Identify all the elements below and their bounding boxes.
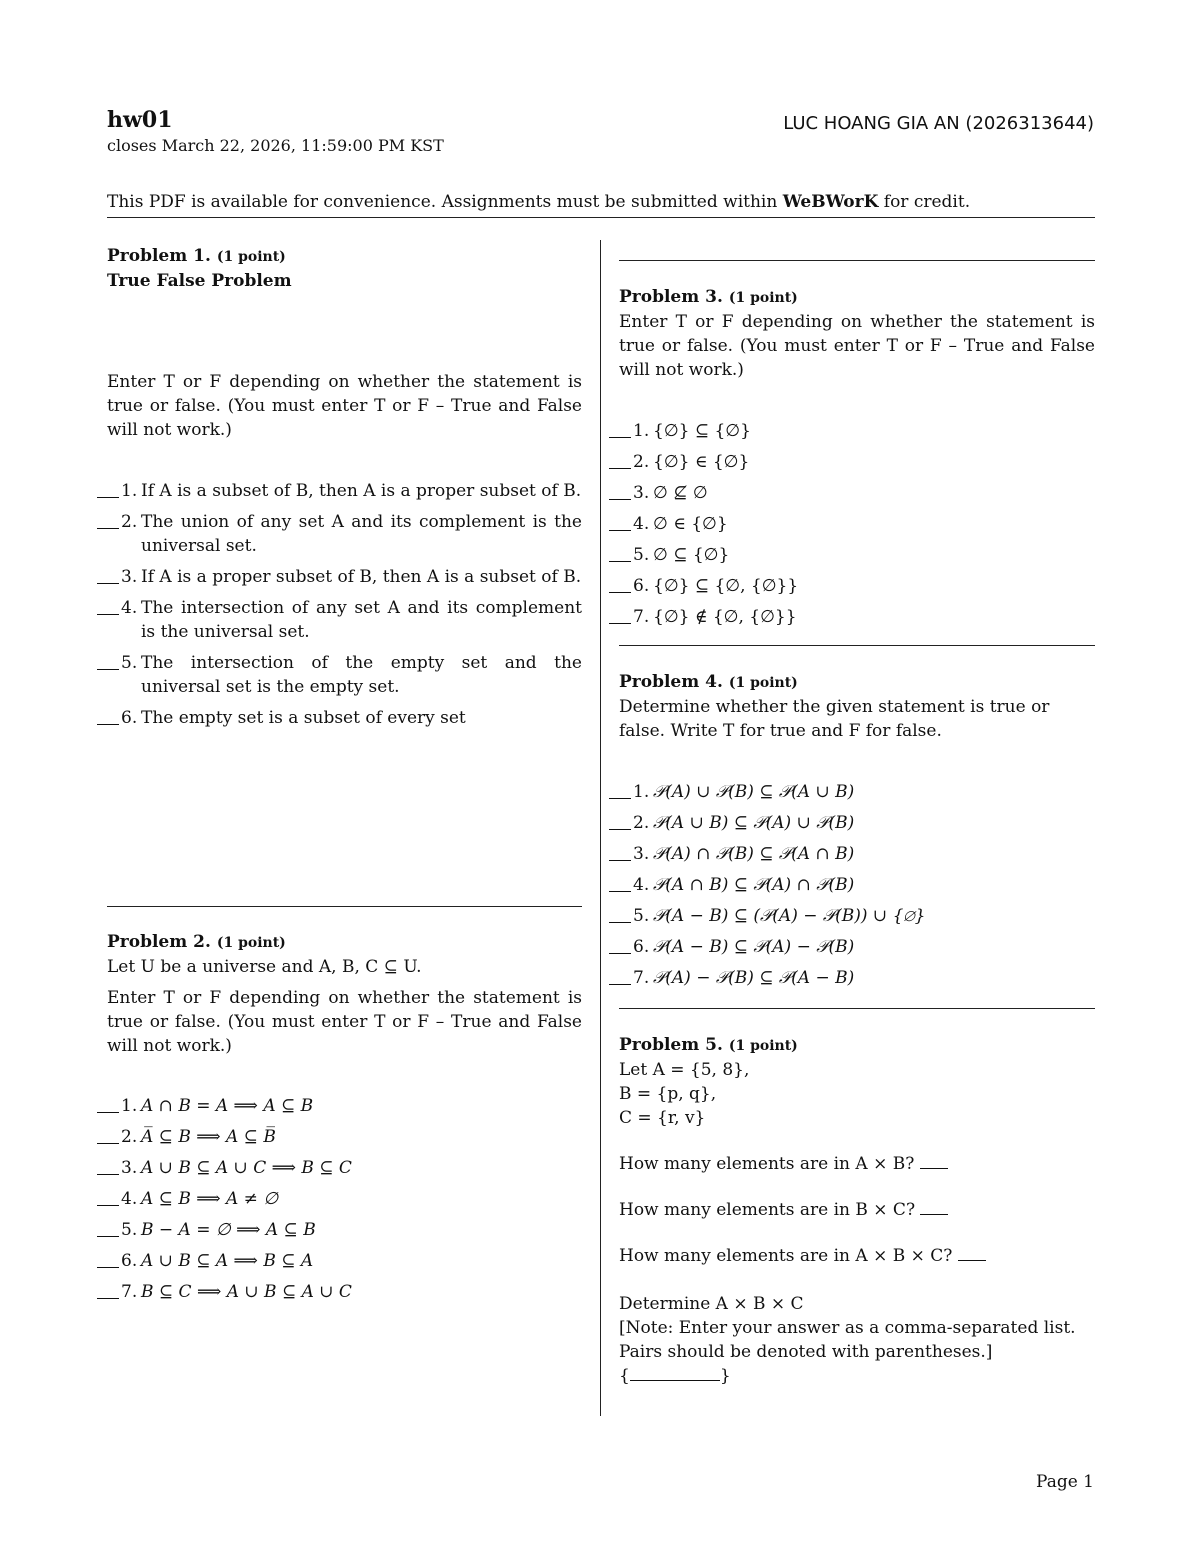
- problem-divider: [107, 906, 582, 907]
- item-text: The intersection of the empty set and the universal set is the empty set.: [141, 653, 582, 697]
- answer-blank-2[interactable]: [97, 1125, 119, 1144]
- item-text: 𝒫(A − B) ⊆ (𝒫(A) − 𝒫(B)) ∪ {∅}: [653, 906, 926, 926]
- question-3: [619, 1244, 1095, 1268]
- item-number: 2.: [633, 813, 650, 833]
- answer-blank-ab[interactable]: [920, 1152, 948, 1169]
- question-2-text: How many elements are in B × C?: [619, 1200, 916, 1220]
- problem-4-title: [619, 670, 1095, 695]
- item-text: ∅ ⊈ ∅: [653, 483, 708, 503]
- answer-blank-2[interactable]: [97, 510, 119, 529]
- item-number: 5.: [121, 1220, 138, 1240]
- list-item: [97, 596, 582, 644]
- answer-blank-7[interactable]: [609, 966, 631, 985]
- list-item: [609, 481, 1095, 505]
- list-item: [609, 512, 1095, 536]
- list-item: [609, 605, 1095, 629]
- item-number: 6.: [121, 1251, 138, 1271]
- item-number: 2.: [633, 452, 650, 472]
- item-number: 7.: [633, 607, 650, 627]
- list-item: [609, 419, 1095, 443]
- item-number: 2.: [121, 512, 138, 532]
- item-text: {∅} ∉ {∅, {∅}}: [653, 607, 797, 627]
- answer-blank-6[interactable]: [609, 574, 631, 593]
- item-number: 4.: [633, 514, 650, 534]
- list-item: [609, 873, 1095, 897]
- item-number: 3.: [633, 483, 650, 503]
- list-item: [609, 811, 1095, 835]
- item-number: 4.: [121, 598, 138, 618]
- answer-blank-6[interactable]: [609, 935, 631, 954]
- answer-blank-1[interactable]: [609, 780, 631, 799]
- item-number: 4.: [121, 1189, 138, 1209]
- answer-blank-7[interactable]: [609, 605, 631, 624]
- item-text: A ∪ B ⊆ A ∪ C ⟹ B ⊆ C: [141, 1158, 352, 1178]
- answer-blank-1[interactable]: [97, 479, 119, 498]
- item-text: 𝒫(A) − 𝒫(B) ⊆ 𝒫(A − B): [653, 968, 855, 988]
- list-item: [609, 780, 1095, 804]
- item-number: 2.: [121, 1127, 138, 1147]
- problem-1-title: [107, 244, 582, 269]
- problem-2-items: [97, 1094, 582, 1304]
- list-item: [609, 842, 1095, 866]
- question-1: [619, 1152, 1095, 1176]
- item-text: A ∪ B ⊆ A ⟹ B ⊆ A: [141, 1251, 314, 1271]
- item-text: 𝒫(A) ∪ 𝒫(B) ⊆ 𝒫(A ∪ B): [653, 782, 855, 802]
- student-name: LUC HOANG GIA AN (2026313644): [783, 113, 1094, 134]
- list-item: [97, 706, 582, 730]
- item-text: 𝒫(A ∪ B) ⊆ 𝒫(A) ∪ 𝒫(B): [653, 813, 855, 833]
- answer-blank-6[interactable]: [97, 706, 119, 725]
- item-number: 6.: [121, 708, 138, 728]
- list-item: [97, 1125, 582, 1149]
- problem-5-title: [619, 1033, 1095, 1058]
- question-1-text: How many elements are in A × B?: [619, 1154, 915, 1174]
- problem-3-items: [609, 419, 1095, 629]
- problem-divider: [619, 645, 1095, 646]
- problem-5-label: Problem 5.: [619, 1035, 723, 1055]
- list-item: [97, 1094, 582, 1118]
- question-4: Determine A × B × C: [619, 1294, 804, 1314]
- list-item: [609, 935, 1095, 959]
- problem-4: [619, 670, 1095, 743]
- item-text: A ∩ B = A ⟹ A ⊆ B: [141, 1096, 314, 1116]
- answer-blank-5[interactable]: [609, 543, 631, 562]
- item-text: A̅ ⊆ B ⟹ A ⊆ B̅: [141, 1127, 276, 1147]
- problem-1-points: (1 point): [216, 249, 286, 265]
- assignment-title: hw01: [107, 107, 173, 133]
- problem-1-label: Problem 1.: [107, 246, 211, 266]
- answer-blank-4[interactable]: [97, 1187, 119, 1206]
- answer-blank-3[interactable]: [609, 481, 631, 500]
- problem-4-instructions: Determine whether the given statement is true or false. Write T for true and F for false.: [619, 697, 1050, 741]
- item-text: 𝒫(A ∩ B) ⊆ 𝒫(A) ∩ 𝒫(B): [653, 875, 855, 895]
- set-a-definition: Let A = {5, 8},: [619, 1060, 750, 1080]
- item-number: 1.: [121, 481, 138, 501]
- item-number: 6.: [633, 576, 650, 596]
- problem-5-points: (1 point): [728, 1038, 798, 1054]
- list-item: [97, 510, 582, 558]
- item-number: 1.: [633, 421, 650, 441]
- item-text: {∅} ∈ {∅}: [653, 452, 750, 472]
- answer-blank-4[interactable]: [609, 873, 631, 892]
- problem-3: [619, 285, 1095, 382]
- problem-1-subtitle: True False Problem: [107, 271, 292, 291]
- question-3-text: How many elements are in A × B × C?: [619, 1246, 953, 1266]
- problem-1: [107, 244, 582, 293]
- answer-blank-1[interactable]: [97, 1094, 119, 1113]
- problem-3-instructions: Enter T or F depending on whether the statement is true or false. (You must enter T or F – True and False will not work.): [619, 312, 1095, 380]
- answer-blank-2[interactable]: [609, 811, 631, 830]
- list-item: [609, 966, 1095, 990]
- item-text: If A is a proper subset of B, then A is a subset of B.: [141, 567, 582, 587]
- page-number: Page 1: [1036, 1472, 1094, 1492]
- item-number: 4.: [633, 875, 650, 895]
- answer-blank-6[interactable]: [97, 1249, 119, 1268]
- problem-3-points: (1 point): [728, 290, 798, 306]
- header-divider: [107, 217, 1095, 218]
- answer-blank-5[interactable]: [97, 1218, 119, 1237]
- problem-divider: [619, 1008, 1095, 1009]
- answer-blank-2[interactable]: [609, 450, 631, 469]
- answer-blank-5[interactable]: [609, 904, 631, 923]
- list-item: [609, 450, 1095, 474]
- problem-2-instructions: Enter T or F depending on whether the statement is true or false. (You must enter T or F – True and False will not work.): [107, 988, 582, 1056]
- problem-divider: [619, 260, 1095, 261]
- item-text: The intersection of any set A and its complement is the universal set.: [141, 598, 582, 642]
- problem-2-title: [107, 930, 582, 955]
- list-item: [97, 1249, 582, 1273]
- answer-blank-product[interactable]: [630, 1364, 720, 1381]
- answer-blank-4[interactable]: [609, 512, 631, 531]
- problem-2-intro: Let U be a universe and A, B, C ⊆ U.: [107, 957, 422, 977]
- column-divider: [600, 240, 601, 1416]
- answer-blank-3[interactable]: [609, 842, 631, 861]
- item-number: 3.: [633, 844, 650, 864]
- item-number: 6.: [633, 937, 650, 957]
- item-text: B ⊆ C ⟹ A ∪ B ⊆ A ∪ C: [141, 1282, 352, 1302]
- answer-blank-3[interactable]: [97, 565, 119, 584]
- item-text: If A is a subset of B, then A is a proper subset of B.: [141, 481, 582, 501]
- item-number: 7.: [121, 1282, 138, 1302]
- problem-1-items: [97, 479, 582, 730]
- problem-1-instructions: Enter T or F depending on whether the statement is true or false. (You must enter T or F – True and False will not work.): [107, 372, 582, 440]
- item-number: 1.: [121, 1096, 138, 1116]
- item-text: 𝒫(A − B) ⊆ 𝒫(A) − 𝒫(B): [653, 937, 855, 957]
- list-item: [97, 1187, 582, 1211]
- set-b-definition: B = {p, q},: [619, 1084, 717, 1104]
- item-number: 5.: [121, 653, 138, 673]
- list-item: [97, 1280, 582, 1304]
- answer-blank-4[interactable]: [97, 596, 119, 615]
- item-text: B − A = ∅ ⟹ A ⊆ B: [141, 1220, 316, 1240]
- item-text: The empty set is a subset of every set: [141, 708, 466, 728]
- list-item: [97, 1218, 582, 1242]
- answer-blank-3[interactable]: [97, 1156, 119, 1175]
- notice-text-before: This PDF is available for convenience. Assignments must be submitted within: [107, 192, 783, 212]
- answer-blank-5[interactable]: [97, 651, 119, 670]
- brace-open: {: [619, 1366, 630, 1386]
- item-text: A ⊆ B ⟹ A ≠ ∅: [141, 1189, 279, 1209]
- list-item: [609, 904, 1095, 928]
- item-number: 3.: [121, 567, 138, 587]
- answer-blank-1[interactable]: [609, 419, 631, 438]
- problem-3-title: [619, 285, 1095, 310]
- item-number: 5.: [633, 906, 650, 926]
- item-text: 𝒫(A) ∩ 𝒫(B) ⊆ 𝒫(A ∩ B): [653, 844, 855, 864]
- pdf-notice: [107, 190, 970, 214]
- question-2: [619, 1198, 1095, 1222]
- notice-text-after: for credit.: [878, 192, 971, 212]
- due-date: closes March 22, 2026, 11:59:00 PM KST: [107, 136, 444, 155]
- item-number: 5.: [633, 545, 650, 565]
- answer-blank-7[interactable]: [97, 1280, 119, 1299]
- set-answer-field: [619, 1364, 1095, 1388]
- list-item: [609, 574, 1095, 598]
- item-text: {∅} ⊆ {∅, {∅}}: [653, 576, 799, 596]
- problem-5: [619, 1033, 1095, 1388]
- question-4-note-line-2: Pairs should be denoted with parentheses.]: [619, 1342, 993, 1362]
- problem-2-points: (1 point): [216, 935, 286, 951]
- question-4-note-line-1: [Note: Enter your answer as a comma-separated list.: [619, 1318, 1076, 1338]
- notice-brand: WeBWorK: [782, 192, 879, 212]
- problem-4-label: Problem 4.: [619, 672, 723, 692]
- problem-3-label: Problem 3.: [619, 287, 723, 307]
- list-item: [97, 479, 582, 503]
- list-item: [609, 543, 1095, 567]
- problem-2: [107, 930, 582, 1058]
- list-item: [97, 565, 582, 589]
- list-item: [97, 651, 582, 699]
- item-number: 1.: [633, 782, 650, 802]
- item-number: 3.: [121, 1158, 138, 1178]
- list-item: [97, 1156, 582, 1180]
- answer-blank-abc[interactable]: [958, 1244, 986, 1261]
- problem-4-items: [609, 780, 1095, 990]
- set-c-definition: C = {r, v}: [619, 1108, 706, 1128]
- problem-2-label: Problem 2.: [107, 932, 211, 952]
- brace-close: }: [719, 1366, 731, 1386]
- item-text: The union of any set A and its complement is the universal set.: [141, 512, 582, 556]
- answer-blank-bc[interactable]: [920, 1198, 948, 1215]
- item-number: 7.: [633, 968, 650, 988]
- problem-4-points: (1 point): [728, 675, 798, 691]
- item-text: ∅ ∈ {∅}: [653, 514, 728, 534]
- item-text: ∅ ⊆ {∅}: [653, 545, 730, 565]
- item-text: {∅} ⊆ {∅}: [653, 421, 751, 441]
